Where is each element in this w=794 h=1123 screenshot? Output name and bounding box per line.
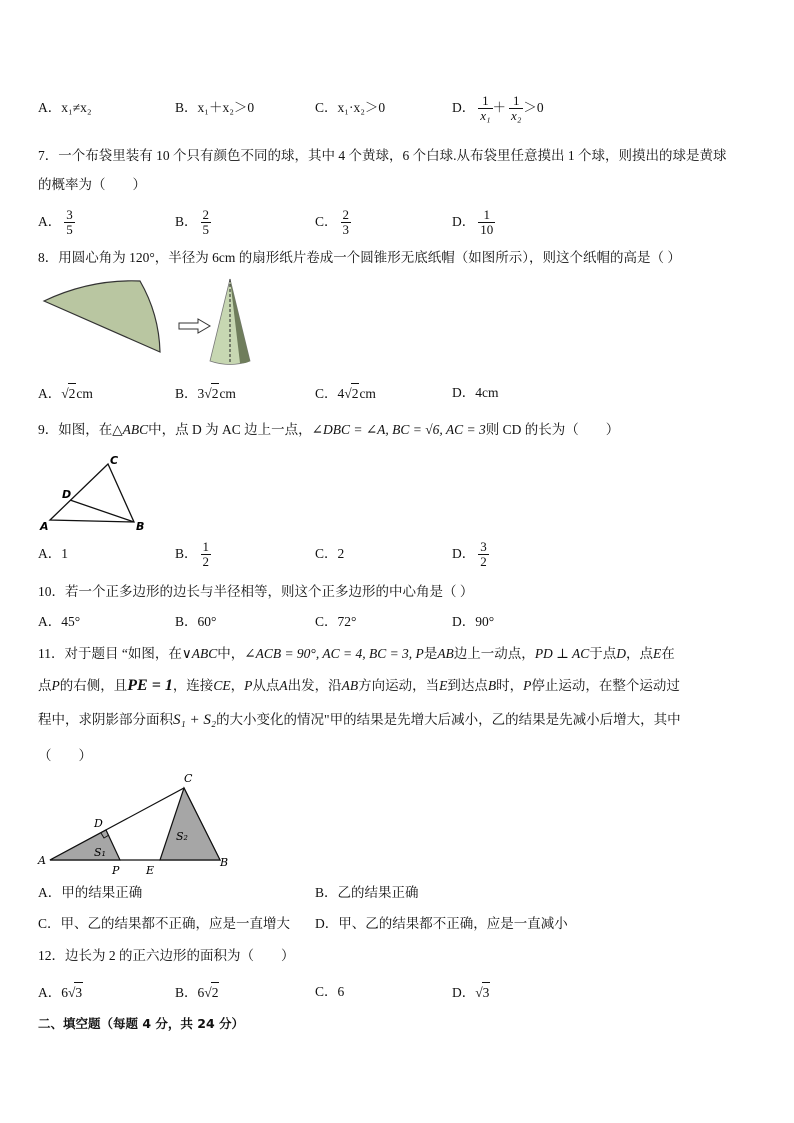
q11-label-a: A	[38, 854, 46, 867]
q12-option-c: C．6	[315, 984, 345, 999]
q9-stem: 9．如图，在△ABC中，点 D 为 AC 边上一点，∠DBC = ∠A, BC = √6, AC = 3则 CD 的长为（ ）	[38, 422, 620, 437]
q8-figure-sector-and-cone	[40, 275, 270, 375]
q6-option-d: D． $\frac{1}{\text{x₁}}$ ＋ $\frac{1}{\text{x₂}}$ ＞0	[452, 93, 544, 124]
q9-option-c: C．2	[315, 546, 345, 561]
q8-stem: 8．用圆心角为 120°，半径为 6cm 的扇形纸片卷成一个圆锥形无底纸帽（如图所示），则这个纸帽的高是（ ）	[38, 250, 681, 265]
q12-option-a: A．6√3	[38, 982, 83, 1003]
q10-option-d: D．90°	[452, 614, 495, 629]
q8-option-d: D．4cm	[452, 385, 499, 400]
q11-label-e: E	[146, 864, 155, 877]
q11-label-s2: S₂	[176, 830, 188, 843]
q6-option-a: A．x₁≠x₂	[38, 100, 92, 115]
q11-label-c: C	[184, 772, 193, 785]
q8-option-c: C．4√2cm	[315, 383, 376, 404]
q9-option-b: B． $\frac{1}{2}$	[175, 539, 210, 570]
q10-option-b: B．60°	[175, 614, 217, 629]
q12-option-d: D．√3	[452, 982, 490, 1003]
q7-stem-line1: 7．一个布袋里装有 10 个只有颜色不同的球，其中 4 个黄球，6 个白球.从布袋里任意摸出 1 个球，则摸出的球是黄球	[38, 148, 727, 163]
q11-option-d: D．甲、乙的结果都不正确，应是一直减小	[315, 916, 568, 931]
q11-option-c: C．甲、乙的结果都不正确，应是一直增大	[38, 916, 291, 931]
q11-stem-line2: 点P的右侧，且PE = 1，连接CE，P从点A出发，沿AB方向运动，当E到达点B时，P停止运动，在整个运动过	[38, 677, 680, 694]
q6-option-b: B．x₁＋x₂＞0	[175, 100, 255, 115]
q11-stem-line4: （ ）	[38, 748, 92, 763]
q8-option-a: A．√2cm	[38, 383, 93, 404]
q9-label-c: C	[110, 454, 119, 467]
q10-option-a: A．45°	[38, 614, 81, 629]
q9-label-b: B	[136, 520, 145, 533]
q11-label-p: P	[112, 864, 120, 877]
q6-option-c: C．x₁·x₂＞0	[315, 100, 386, 115]
q7-stem-line2: 的概率为（ ）	[38, 177, 146, 192]
q7-option-b: B． $\frac{2}{5}$	[175, 207, 210, 238]
q9-option-d: D． $\frac{3}{2}$	[452, 539, 487, 570]
q8-option-b: B．3√2cm	[175, 383, 236, 404]
q11-stem-line1: 11．对于题目 “如图，在∨ABC中，∠ACB = 90°, AC = 4, BC = 3, P是AB边上一动点，PD ⊥ AC于点D，点E在	[38, 646, 675, 661]
q7-option-c: C． $\frac{2}{3}$	[315, 207, 350, 238]
q11-label-d: D	[94, 817, 103, 830]
q7-option-d: D． $\frac{1}{10}$	[452, 207, 494, 238]
q7-option-a: A． $\frac{3}{5}$	[38, 207, 73, 238]
q12-option-b: B．6√2	[175, 982, 219, 1003]
q10-option-c: C．72°	[315, 614, 357, 629]
q9-label-a: A	[40, 520, 49, 533]
q11-option-b: B．乙的结果正确	[315, 885, 419, 900]
section-2-title: 二、填空题（每题 4 分，共 24 分）	[38, 1016, 245, 1031]
q9-label-d: D	[62, 488, 72, 501]
q11-option-a: A．甲的结果正确	[38, 885, 143, 900]
q11-label-b: B	[220, 856, 229, 869]
q9-figure-triangle	[36, 452, 156, 534]
q12-stem: 12．边长为 2 的正六边形的面积为（ ）	[38, 948, 295, 963]
q10-stem: 10．若一个正多边形的边长与半径相等，则这个正多边形的中心角是（ ）	[38, 584, 474, 599]
q9-option-a: A．1	[38, 546, 68, 561]
q11-stem-line3: 程中，求阴影部分面积S₁ + S₂的大小变化的情况"甲的结果是先增大后减小，乙的结果是先减小后增大，其中	[38, 712, 681, 728]
q11-label-s1: S₁	[94, 846, 106, 859]
q11-figure-right-triangle	[36, 768, 236, 878]
